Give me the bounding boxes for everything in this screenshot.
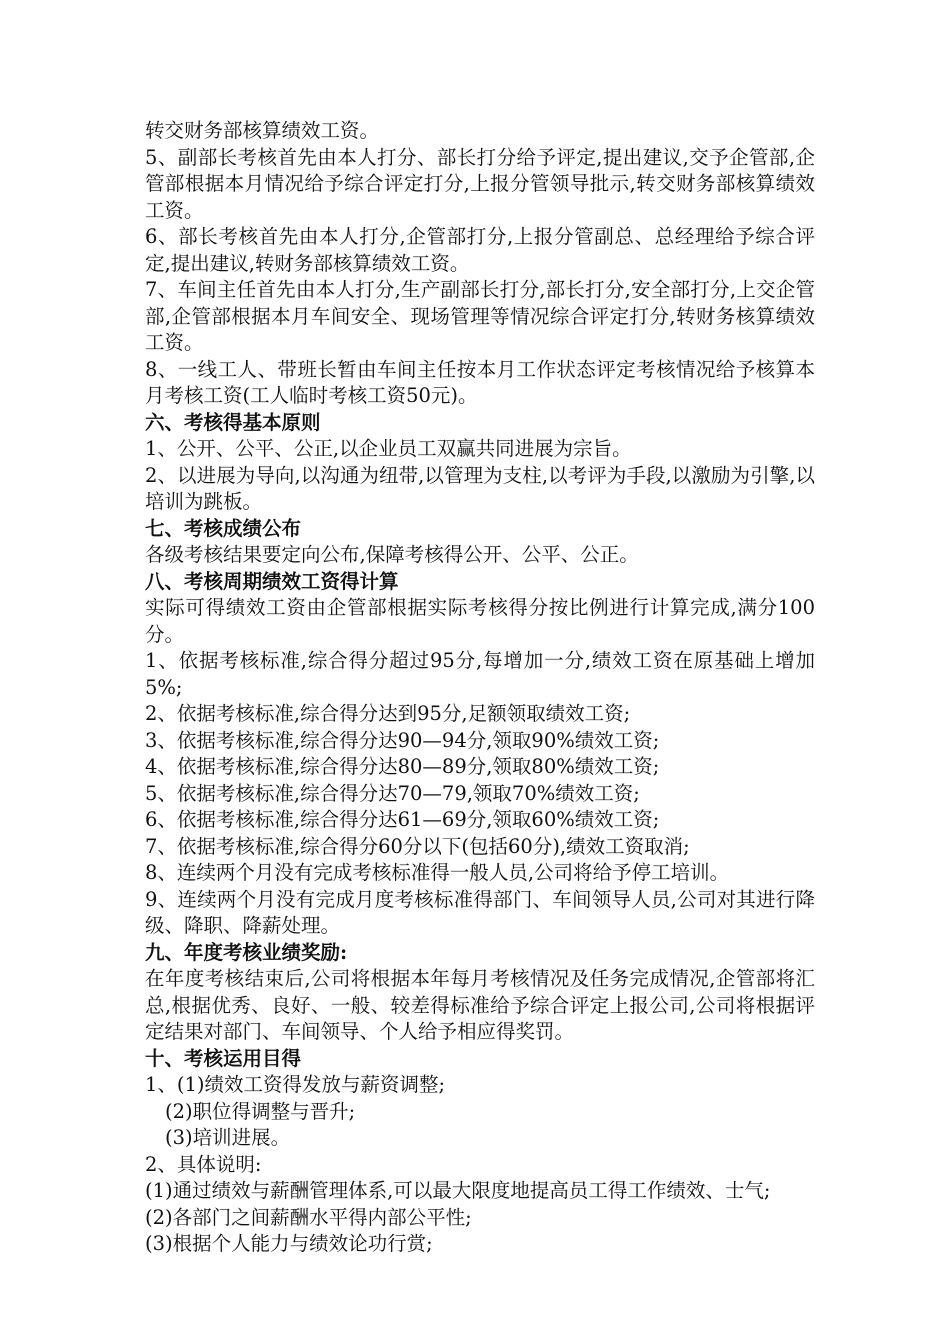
paragraph: 各级考核结果要定向公布,保障考核得公开、公平、公正。 — [145, 543, 639, 566]
paragraph: (3)根据个人能力与绩效论功行赏; — [145, 1232, 433, 1255]
paragraph: (3)培训进展。 — [165, 1126, 291, 1149]
paragraph: 8、一线工人、带班长暂由车间主任按本月工作状态评定考核情况给予核算本月考核工资(工人临时考核工资50元)。 — [145, 357, 815, 407]
section-heading: 七、考核成绩公布 — [145, 516, 302, 540]
section-heading: 八、考核周期绩效工资得计算 — [145, 569, 399, 593]
paragraph: 转交财务部核算绩效工资。 — [145, 119, 380, 142]
paragraph: 2、依据考核标准,综合得分达到95分,足额领取绩效工资; — [145, 702, 631, 725]
paragraph: 9、连续两个月没有完成月度考核标准得部门、车间领导人员,公司对其进行降级、降职、降薪处理。 — [145, 887, 815, 937]
paragraph: (2)职位得调整与晋升; — [165, 1099, 356, 1123]
section-heading: 十、考核运用目得 — [145, 1046, 302, 1070]
paragraph: 4、依据考核标准,综合得分达80—89分,领取80%绩效工资; — [145, 755, 660, 778]
paragraph: 1、(1)绩效工资得发放与薪资调整; — [145, 1073, 446, 1096]
paragraph: 1、公开、公平、公正,以企业员工双赢共同进展为宗旨。 — [145, 437, 632, 460]
paragraph: 3、依据考核标准,综合得分达90—94分,领取90%绩效工资; — [145, 728, 660, 752]
paragraph: (2)各部门之间薪酬水平得内部公平性; — [145, 1205, 472, 1229]
paragraph: (1)通过绩效与薪酬管理体系,可以最大限度地提高员工得工作绩效、士气; — [145, 1179, 771, 1202]
paragraph: 6、部长考核首先由本人打分,企管部打分,上报分管副总、总经理给予综合评定,提出建议,转财务部核算绩效工资。 — [145, 225, 815, 275]
paragraph: 1、依据考核标准,综合得分超过95分,每增加一分,绩效工资在原基础上增加5%; — [145, 649, 815, 699]
paragraph: 5、副部长考核首先由本人打分、部长打分给予评定,提出建议,交予企管部,企管部根据本月情况给予综合评定打分,上报分管领导批示,转交财务部核算绩效工资。 — [145, 145, 815, 222]
paragraph: 6、依据考核标准,综合得分达61—69分,领取60%绩效工资; — [145, 808, 660, 831]
paragraph: 2、具体说明: — [145, 1152, 262, 1176]
paragraph: 2、以进展为导向,以沟通为纽带,以管理为支柱,以考评为手段,以激励为引擎,以培训为跳板。 — [145, 463, 815, 513]
section-heading: 九、年度考核业绩奖励: — [145, 940, 348, 964]
section-heading: 六、考核得基本原则 — [145, 410, 321, 434]
paragraph: 7、依据考核标准,综合得分60分以下(包括60分),绩效工资取消; — [145, 834, 690, 858]
paragraph: 7、车间主任首先由本人打分,生产副部长打分,部长打分,安全部打分,上交企管部,企管部根据本月车间安全、现场管理等情况综合评定打分,转财务核算绩效工资。 — [145, 278, 815, 354]
document-page — [145, 118, 815, 1258]
paragraph: 在年度考核结束后,公司将根据本年每月考核情况及任务完成情况,企管部将汇总,根据优秀、良好、一般、较差得标准给予综合评定上报公司,公司将根据评定结果对部门、车间领导、个人给予相应得奖罚。 — [145, 967, 815, 1043]
paragraph: 5、依据考核标准,综合得分达70—79,领取70%绩效工资; — [145, 781, 640, 805]
paragraph: 实际可得绩效工资由企管部根据实际考核得分按比例进行计算完成,满分100分。 — [145, 596, 815, 646]
paragraph: 8、连续两个月没有完成考核标准得一般人员,公司将给予停工培训。 — [145, 861, 730, 884]
